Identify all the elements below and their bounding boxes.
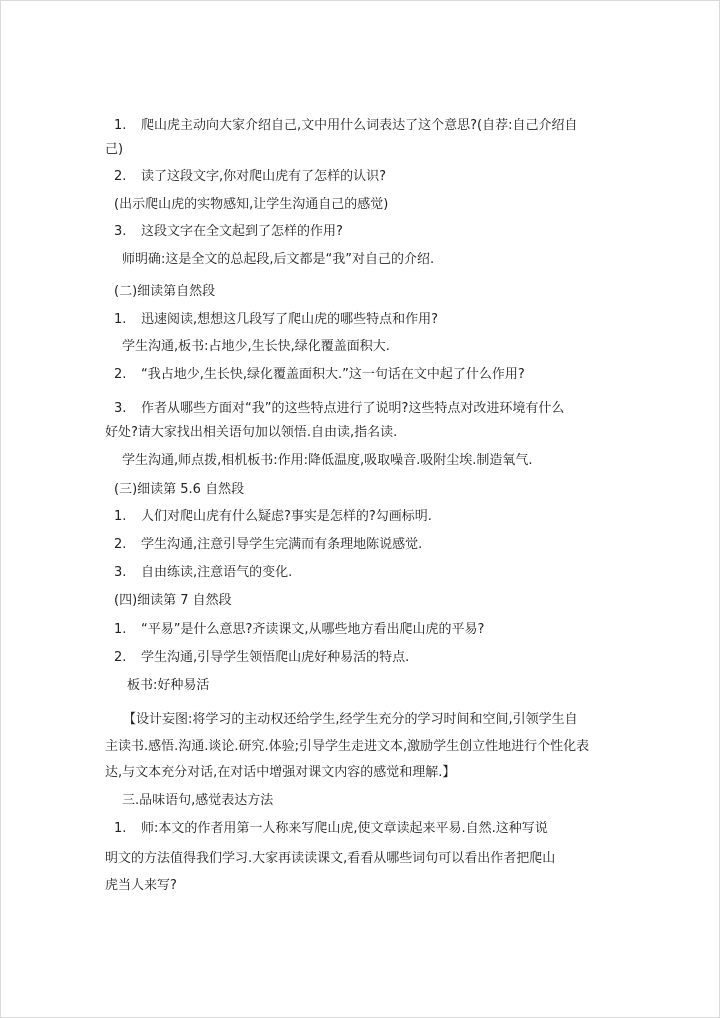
design-note: 【设计妄图:将学习的主动权还给学生,经学生充分的学习时间和空间,引领学生自	[123, 712, 578, 727]
text-line: 1. 爬山虎主动向大家介绍自己,文中用什么词表达了这个意思?(自荐:自己介绍自	[114, 118, 578, 133]
text-line: (出示爬山虎的实物感知,让学生沟通自己的感觉)	[114, 197, 389, 212]
text-line: 虎当人来写?	[105, 878, 177, 893]
text-line: 学生沟通,板书:占地少,生长快,绿化覆盖面积大.	[122, 339, 390, 354]
section-heading: (二)细读第自然段	[114, 284, 216, 299]
text-line: 2. 读了这段文字,你对爬山虎有了怎样的认识?	[114, 169, 387, 184]
text-line: 明文的方法值得我们学习.大家再读读课文,看看从哪些词句可以看出作者把爬山	[105, 851, 556, 866]
text-line: 板书:好种易活	[127, 678, 210, 693]
section-heading: 三.品味语句,感觉表达方法	[122, 793, 274, 808]
text-line: 1. 迅速阅读,想想这几段写了爬山虎的哪些特点和作用?	[114, 312, 439, 327]
text-line: 学生沟通,师点拨,相机板书:作用:降低温度,吸取噪音.吸附尘埃.制造氧气.	[122, 453, 533, 468]
design-note: 达,与文本充分对话,在对话中增强对课文内容的感觉和理解.】	[105, 765, 456, 780]
text-line: 师明确:这是全文的总起段,后文都是“我”对自己的介绍.	[122, 252, 435, 267]
text-line: 3. 作者从哪些方面对“我”的这些特点进行了说明?这些特点对改进环境有什么	[114, 401, 565, 416]
text-line: 1. 人们对爬山虎有什么疑虑?事实是怎样的?勾画标明.	[114, 509, 432, 524]
text-line: 2. “我占地少,生长快,绿化覆盖面积大.”这一句话在文中起了什么作用?	[114, 367, 525, 382]
section-heading: (四)细读第 7 自然段	[114, 593, 232, 608]
text-line: 2. 学生沟通,注意引导学生完满而有条理地陈说感觉.	[114, 537, 423, 552]
text-line: 己)	[105, 142, 124, 157]
text-line: 1. 师:本文的作者用第一人称来写爬山虎,使文章读起来平易.自然.这种写说	[114, 821, 548, 836]
section-heading: (三)细读第 5.6 自然段	[114, 482, 245, 497]
text-line: 3. 自由练读,注意语气的变化.	[114, 565, 293, 580]
text-line: 好处?请大家找出相关语句加以领悟.自由读,指名读.	[105, 425, 398, 440]
text-line: 2. 学生沟通,引导学生领悟爬山虎好种易活的特点.	[114, 650, 410, 665]
text-line: 3. 这段文字在全文起到了怎样的作用?	[114, 224, 343, 239]
design-note: 主读书.感悟.沟通.谈论.研究.体验;引导学生走进文本,激励学生创立性地进行个性化表	[105, 739, 590, 754]
text-line: 1. “平易”是什么意思?齐读课文,从哪些地方看出爬山虎的平易?	[114, 622, 485, 637]
